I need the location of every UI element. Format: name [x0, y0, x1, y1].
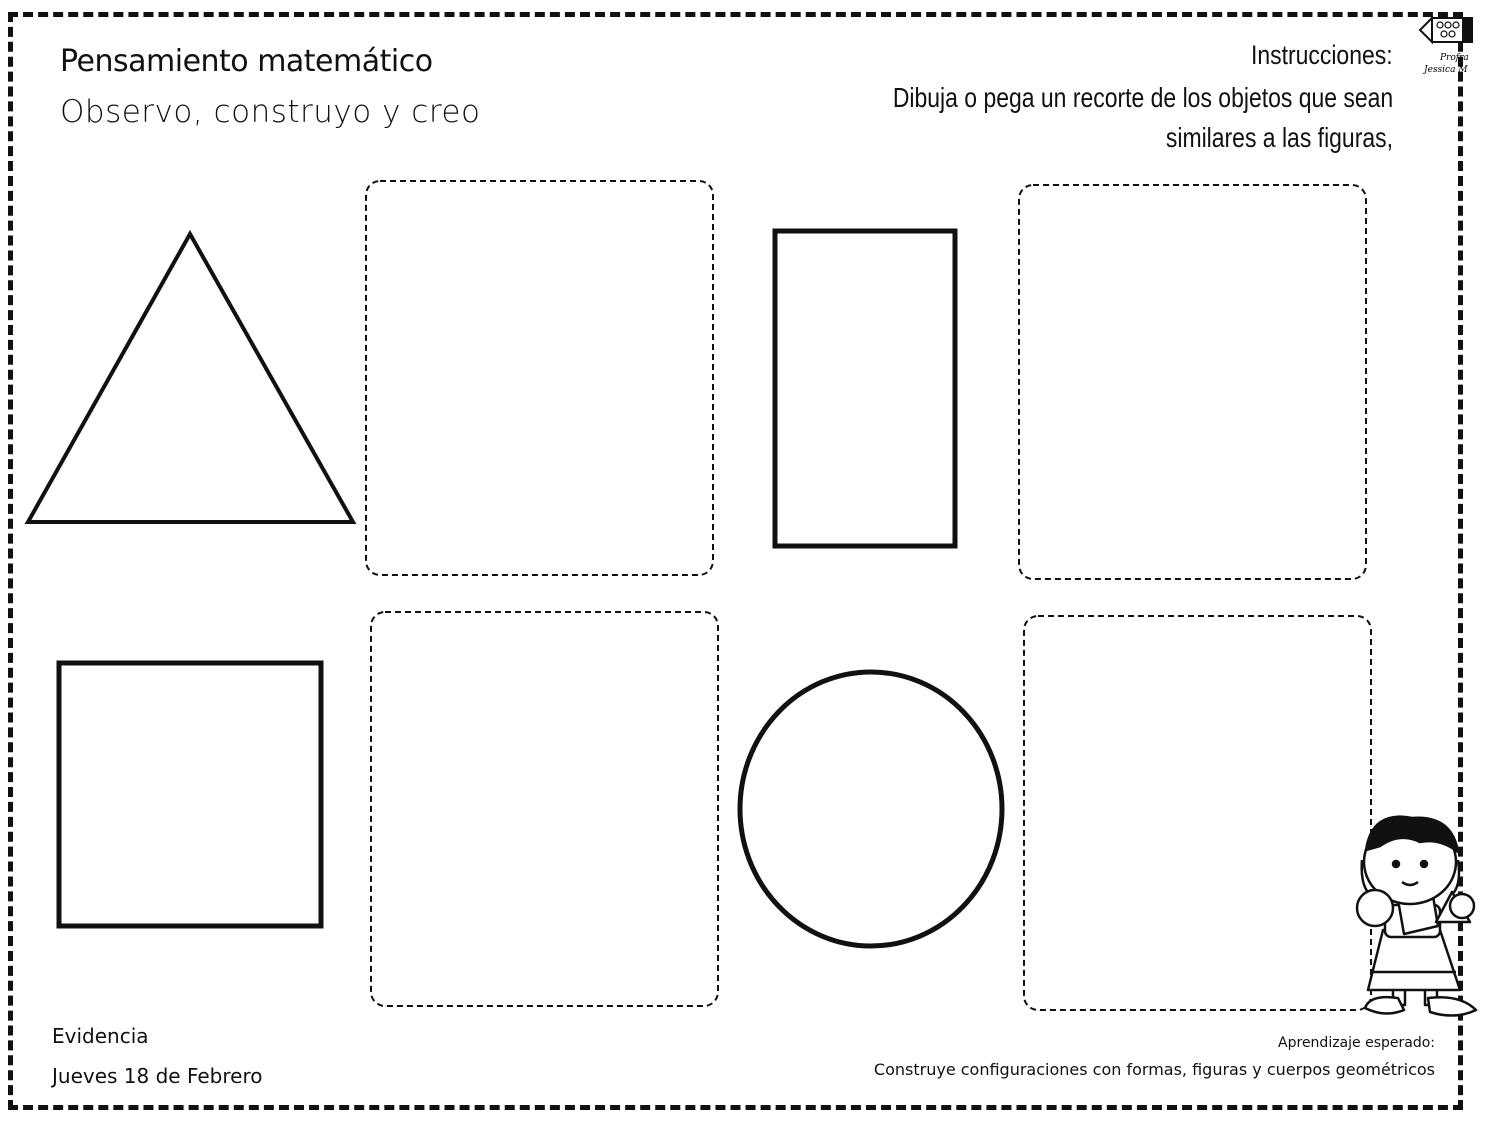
child-illustration [1357, 817, 1476, 1016]
evidence-label: Evidencia [52, 1024, 149, 1048]
answer-box-circle[interactable] [1024, 616, 1371, 1010]
rectangle-shape [775, 231, 955, 546]
triangle-shape [28, 234, 353, 522]
logo-text-line-1: Profra [1440, 53, 1469, 63]
answer-box-triangle[interactable] [366, 181, 713, 575]
answer-box-square[interactable] [371, 612, 718, 1006]
learning-text: Construye configuraciones con formas, figuras y cuerpos geométricos [873, 1060, 1435, 1079]
circle-shape [740, 672, 1002, 946]
learning-heading: Aprendizaje esperado: [1278, 1035, 1435, 1051]
page-subtitle: Observo, construyo y creo [60, 94, 481, 130]
instructions-heading: Instrucciones: [1251, 40, 1393, 70]
date-label: Jueves 18 de Febrero [52, 1064, 263, 1088]
pencil-icon [1420, 18, 1472, 42]
page-title: Pensamiento matemático [60, 44, 433, 79]
logo-text-line-2: Jessica M [1424, 65, 1468, 75]
square-shape [59, 663, 321, 926]
instructions-line-1: Dibuja o pega un recorte de los objetos que sean [892, 82, 1393, 113]
instructions-line-2: similares a las figuras, [1165, 122, 1393, 153]
answer-box-rectangle[interactable] [1019, 185, 1366, 579]
